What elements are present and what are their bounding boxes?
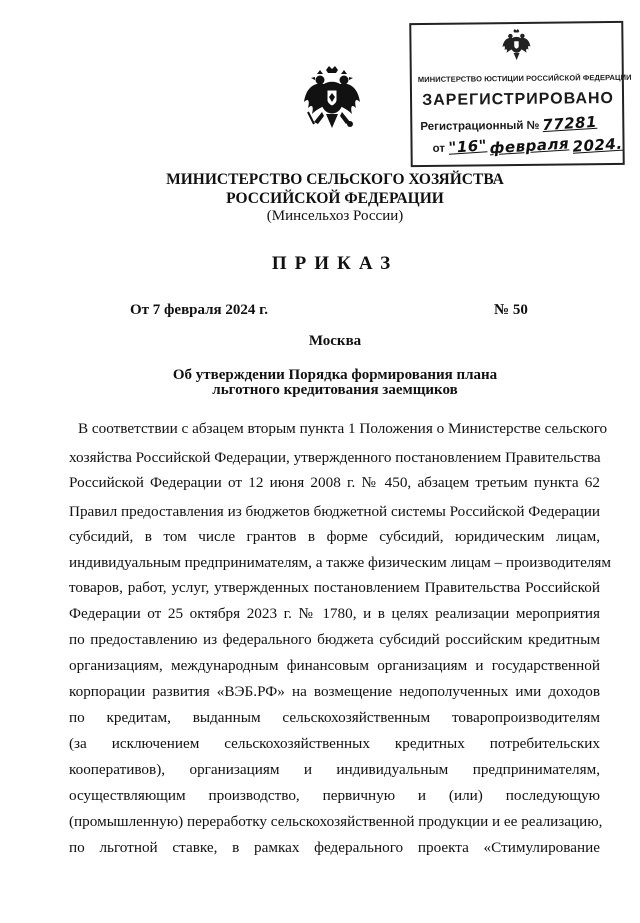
body-line: Федерации от 25 октября 2023 г. № 1780, и в целях реализации мероприятия: [69, 605, 600, 622]
subject-line-1: Об утверждении Порядка формирования плана: [172, 367, 498, 383]
stamp-date-line: [418, 134, 624, 158]
body-line: Правил предоставления из бюджетов бюджетной системы Российской Федерации: [69, 503, 600, 520]
body-line: корпорации развития «ВЭБ.РФ» на возмещение недополученных ими доходов: [69, 683, 600, 700]
registration-stamp: [409, 21, 632, 167]
order-date: От 7 февраля 2024 г.: [130, 302, 269, 318]
stamp-registered: ЗАРЕГИСТРИРОВАНО: [422, 89, 615, 109]
body-line: организациям, международным финансовым организациям и государственной: [69, 657, 600, 674]
body-line: по льготной ставке, в рамках федерального проекта «Стимулирование: [69, 839, 600, 856]
order-number: № 50: [494, 302, 528, 318]
ministry-short-name: (Минсельхоз России): [266, 208, 404, 224]
body-line: по кредитам, выданным сельскохозяйственным товаропроизводителям: [69, 709, 600, 726]
stamp-content: [417, 67, 632, 158]
body-line: по предоставлению из федерального бюджета субсидий российским кредитным: [69, 631, 600, 648]
stamp-date-prefix: от: [432, 142, 446, 155]
ministry-line-1: МИНИСТЕРСТВО СЕЛЬСКОГО ХОЗЯЙСТВА: [166, 171, 504, 188]
body-line: осуществляющим производство, первичную и (или) последующую: [69, 787, 600, 804]
body-line: кооперативов), организациям и индивидуальным предпринимателям,: [69, 761, 600, 778]
body-line: субсидий, в том числе грантов в форме субсидий, юридическим лицам,: [69, 528, 600, 545]
body-line: Российской Федерации от 12 июня 2008 г. № 450, абзацем третьим пункта 62: [69, 474, 600, 491]
stamp-ministry: МИНИСТЕРСТВО ЮСТИЦИИ РОССИЙСКОЙ ФЕДЕРАЦИИ: [417, 72, 632, 85]
stamp-eagle-icon: [497, 28, 535, 68]
body-line: (за исключением сельскохозяйственных кредитных потребительских: [69, 735, 600, 752]
body-line: товаров, работ, услуг, утвержденных постановлением Правительства Российской: [69, 579, 600, 596]
stamp-date-month: февраля: [489, 134, 570, 158]
stamp-date-year: 2024.: [572, 134, 624, 156]
stamp-reg-line: [418, 114, 618, 134]
stamp-date-day: "16": [447, 136, 488, 157]
stamp-reg-label: Регистрационный №: [420, 119, 540, 134]
eagle-emblem-icon: [300, 64, 364, 144]
body-line: индивидуальным предпринимателям, а также физическим лицам – производителям: [69, 554, 612, 571]
ministry-line-2: РОССИЙСКОЙ ФЕДЕРАЦИИ: [226, 190, 444, 207]
order-subject: [120, 368, 550, 398]
ministry-name: [120, 170, 550, 208]
body-line: В соответствии с абзацем вторым пункта 1 Положения о Министерстве сельского: [78, 420, 608, 437]
subject-line-2: льготного кредитования заемщиков: [212, 382, 458, 398]
body-line: (промышленную) переработку сельскохозяйственной продукции и ее реализацию,: [69, 813, 603, 830]
body-line: хозяйства Российской Федерации, утвержденного постановлением Правительства: [69, 449, 601, 466]
order-city: Москва: [308, 333, 362, 349]
stamp-reg-number: 77281: [542, 112, 598, 135]
order-title: ПРИКАЗ: [271, 253, 399, 274]
